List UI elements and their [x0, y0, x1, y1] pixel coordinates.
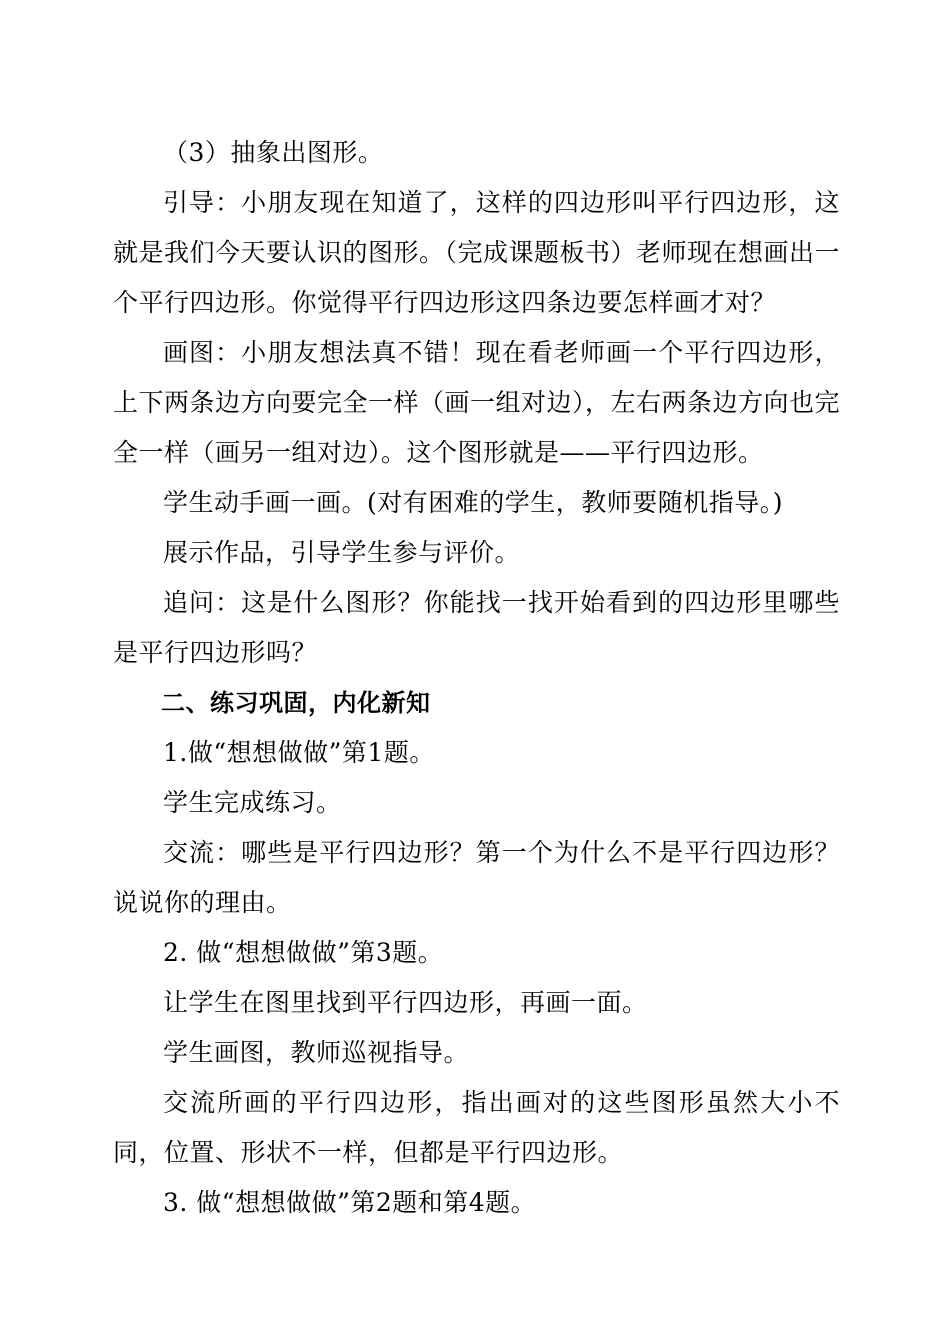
paragraph-exercise-1: 1.做“想想做做”第1题。: [163, 738, 435, 767]
paragraph-discussion: 交流：哪些是平行四边形？第一个为什么不是平行四边形？说说你的理由。: [113, 838, 840, 917]
paragraph-compare-drawings: 交流所画的平行四边形，指出画对的这些图形虽然大小不同，位置、形状不一样，但都是平行四边形。: [113, 1088, 840, 1167]
paragraph-teacher-guidance: 学生画图，教师巡视指导。: [163, 1038, 470, 1067]
paragraph-exercise-2-and-4: 3. 做“想想做做”第2题和第4题。: [163, 1188, 537, 1217]
paragraph-drawing: 画图：小朋友想法真不错！现在看老师画一个平行四边形，上下两条边方向要完全一样（画一组对边），左右两条边方向也完全一样（画另一组对边）。这个图形就是——平行四边形。: [113, 338, 841, 467]
paragraph-student-drawing: 学生动手画一画。(对有困难的学生，教师要随机指导。): [163, 488, 784, 517]
paragraph-students-practice: 学生完成练习。: [163, 788, 342, 817]
document-body: [113, 128, 840, 1228]
paragraph-exercise-3: 2. 做“想想做做”第3题。: [163, 938, 444, 967]
paragraph-find-parallelogram: 让学生在图里找到平行四边形，再画一面。: [163, 988, 648, 1017]
paragraph-abstract-shape: （3）抽象出图形。: [163, 138, 384, 167]
paragraph-follow-up-question: 追问：这是什么图形？你能找一找开始看到的四边形里哪些是平行四边形吗？: [113, 588, 840, 667]
section-heading: 二、练习巩固，内化新知: [161, 689, 431, 717]
paragraph-display-work: 展示作品，引导学生参与评价。: [163, 538, 521, 567]
paragraph-guide: 引导：小朋友现在知道了，这样的四边形叫平行四边形，这就是我们今天要认识的图形。（完成课题板书）老师现在想画出一个平行四边形。你觉得平行四边形这四条边要怎样画才对？: [113, 188, 841, 317]
